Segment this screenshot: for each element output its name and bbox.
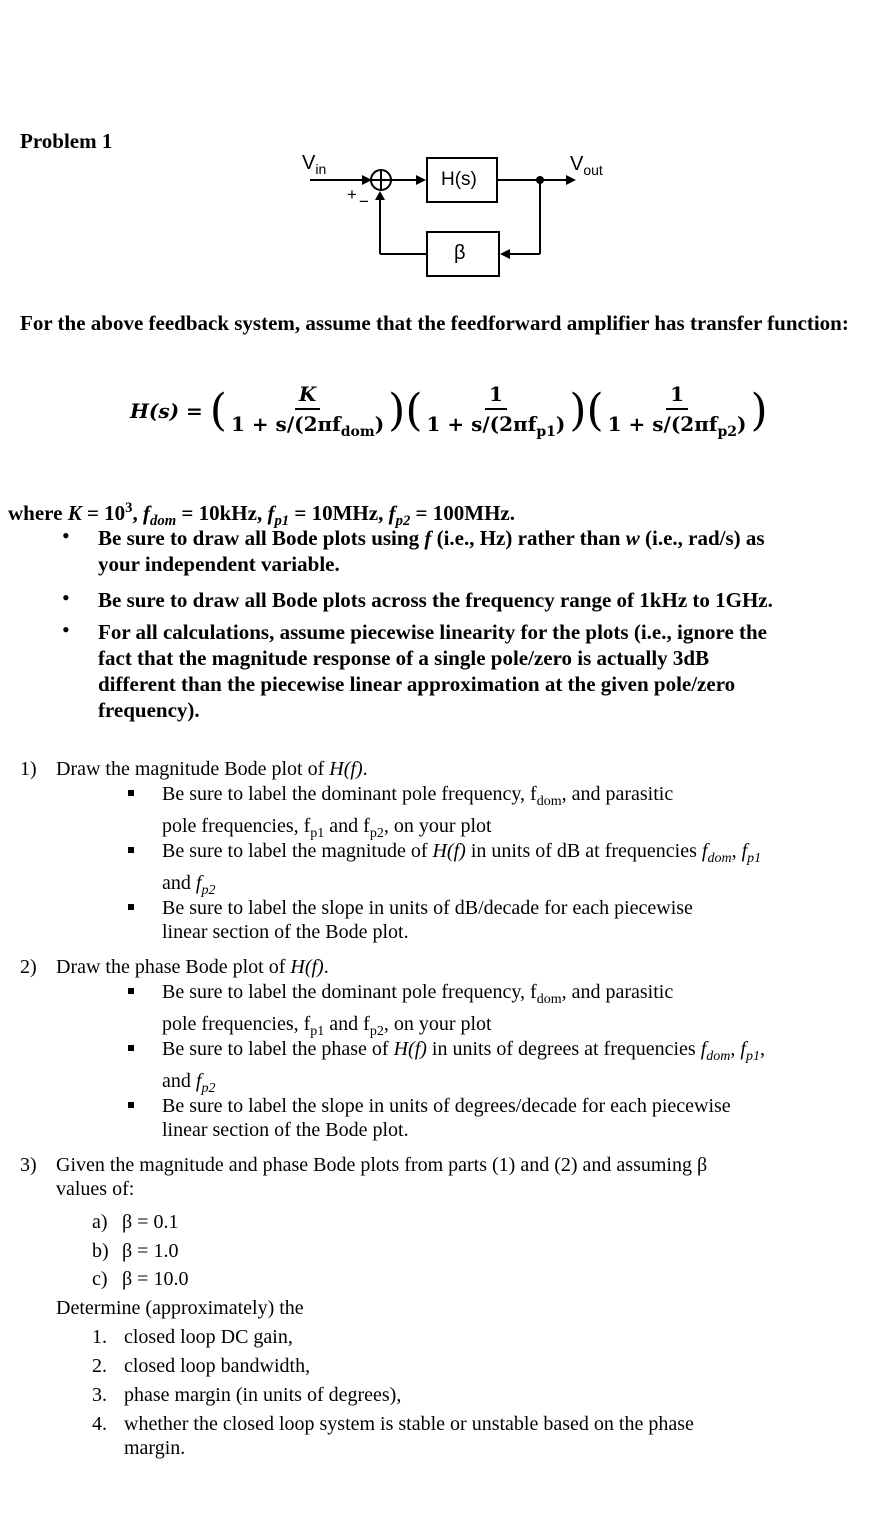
q1-text: Draw the magnitude Bode plot of H(f). [56, 758, 368, 780]
q2-number: 2) [20, 956, 37, 978]
bullet-1: Be sure to draw all Bode plots using f (i.e., Hz) rather than w (i.e., rad/s) as your independent variable. [98, 526, 765, 576]
intro-text: For the above feedback system, assume that the feedforward amplifier has transfer function: [20, 311, 849, 335]
plus-sign: + [347, 185, 357, 204]
q3-option-a: β = 0.1 [122, 1211, 179, 1233]
bullet-icon: • [62, 585, 70, 610]
q1-sub-2: Be sure to label the magnitude of H(f) in units of dB at frequencies $f_{dom}$, $f_{p1}$ and $f_{p2}$ [162, 840, 762, 898]
q3-item-4: whether the closed loop system is stable or unstable based on the phase margin. [124, 1413, 694, 1459]
q3-option-b: β = 1.0 [122, 1240, 179, 1262]
q3-number: 3) [20, 1154, 37, 1176]
q2-sub-1: Be sure to label the dominant pole frequency, $f_{dom}$, and parasitic pole frequencies, $f_{p1}$ and $f_{p2}$, on your plot [162, 981, 674, 1039]
square-bullet-icon [128, 904, 134, 910]
q3-determine: Determine (approximately) the [56, 1297, 304, 1319]
q3-item-1: closed loop DC gain, [124, 1326, 293, 1348]
q3-item-3: phase margin (in units of degrees), [124, 1384, 402, 1406]
bullet-icon: • [62, 523, 70, 548]
vout-label: $V_{out}$ [570, 153, 603, 178]
q3-item-3-label: 3. [92, 1384, 107, 1406]
q1-number: 1) [20, 758, 37, 780]
q2-sub-2: Be sure to label the phase of H(f) in units of degrees at frequencies $f_{dom}$, $f_{p1}$, and $f_{p2}$ [162, 1038, 765, 1096]
q1-sub-1: Be sure to label the dominant pole frequency, $f_{dom}$, and parasitic pole frequencies, $f_{p1}$ and $f_{p2}$, on your plot [162, 783, 674, 841]
q3-item-2-label: 2. [92, 1355, 107, 1377]
square-bullet-icon [128, 1045, 134, 1051]
q3-option-c-label: c) [92, 1268, 108, 1290]
where-line: where $K = 10^3$, $f_{dom} = 10kHz$, $f_{p1} = 10MHz$, $f_{p2} = 100MHz$. [8, 500, 515, 530]
q3-item-1-label: 1. [92, 1326, 107, 1348]
bullet-2: Be sure to draw all Bode plots across the frequency range of 1kHz to 1GHz. [98, 588, 773, 612]
bullet-icon: • [62, 617, 70, 642]
q3-item-4-label: 4. [92, 1413, 107, 1435]
square-bullet-icon [128, 1102, 134, 1108]
q2-text: Draw the phase Bode plot of H(f). [56, 956, 329, 978]
q3-option-c: β = 10.0 [122, 1268, 189, 1290]
bullet-3: For all calculations, assume piecewise linearity for the plots (i.e., ignore the fact that the magnitude response of a single pole/zero is actually 3dB different than the piecewise linear approximation at the given pole/zero frequency). [98, 620, 768, 722]
square-bullet-icon [128, 988, 134, 994]
q3-text: Given the magnitude and phase Bode plots from parts (1) and (2) and assuming β values of: [56, 1154, 708, 1200]
forward-block-label: H(s) [441, 169, 477, 190]
vin-label: $V_{in}$ [302, 152, 327, 177]
minus-sign: − [359, 192, 369, 211]
problem-title: Problem 1 [20, 129, 113, 153]
q1-sub-3: Be sure to label the slope in units of dB/decade for each piecewise linear section of the Bode plot. [162, 897, 693, 943]
square-bullet-icon [128, 847, 134, 853]
square-bullet-icon [128, 790, 134, 796]
q3-item-2: closed loop bandwidth, [124, 1355, 311, 1377]
transfer-function-equation: H(s) = ( $\frac{K}{1 + s/(2\pi f_{dom})}$ )( $\frac{1}{1 + s/(2\pi f_{p1})}$ )( $\frac{1}{1 + s/(2\pi f_{p2})}$ ) [130, 382, 768, 440]
q3-option-b-label: b) [92, 1240, 109, 1262]
feedback-block-label: β [454, 242, 466, 264]
q2-sub-3: Be sure to label the slope in units of degrees/decade for each piecewise linear section of the Bode plot. [162, 1095, 731, 1141]
q3-option-a-label: a) [92, 1211, 108, 1233]
